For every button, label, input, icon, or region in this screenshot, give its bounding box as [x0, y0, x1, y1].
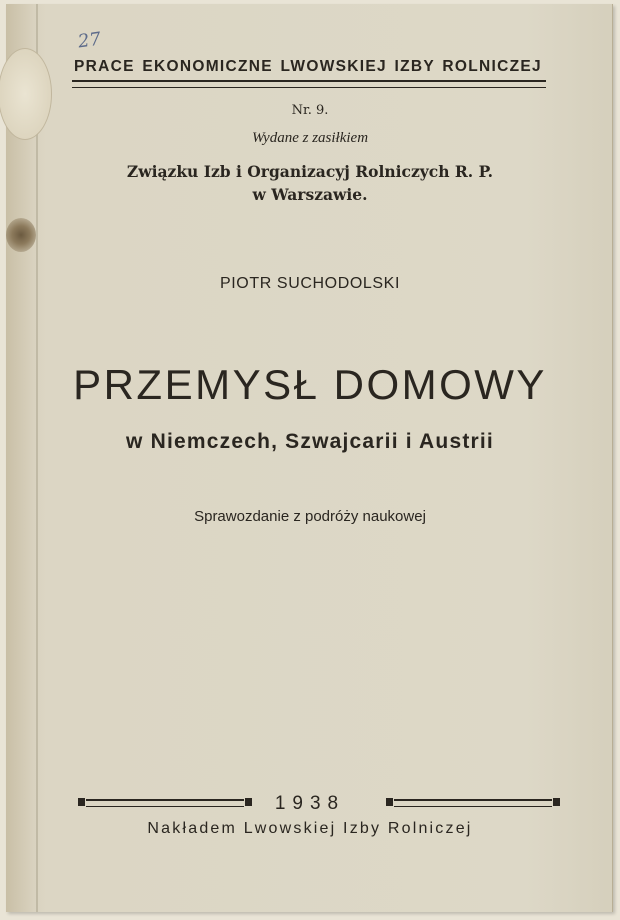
- publisher: Nakładem Lwowskiej Izby Rolniczej: [147, 820, 473, 837]
- wear-spot: [6, 218, 36, 252]
- decorative-rule-right: [394, 799, 552, 807]
- issued-with: Wydane z zasiłkiem: [251, 130, 369, 146]
- issue-number: Nr. 9.: [291, 103, 329, 118]
- library-stamp-mark: [0, 48, 52, 140]
- series-underline: [72, 80, 546, 88]
- publication-year: 1938: [274, 793, 346, 814]
- book-subtitle: w Niemczech, Szwajcarii i Austrii: [126, 430, 494, 453]
- report-type: Sprawozdanie z podróży naukowej: [194, 508, 426, 525]
- association-line-1: Związku Izb i Organizacyj Rolniczych R. P.: [126, 162, 494, 181]
- series-title: PRACE EKONOMICZNE LWOWSKIEJ IZBY ROLNICZEJ: [74, 58, 542, 75]
- author-name: PIOTR SUCHODOLSKI: [219, 275, 400, 292]
- book-title: PRZEMYSŁ DOMOWY: [73, 361, 547, 408]
- association-line-2: w Warszawie.: [252, 185, 368, 204]
- handwritten-note: 27: [76, 28, 103, 53]
